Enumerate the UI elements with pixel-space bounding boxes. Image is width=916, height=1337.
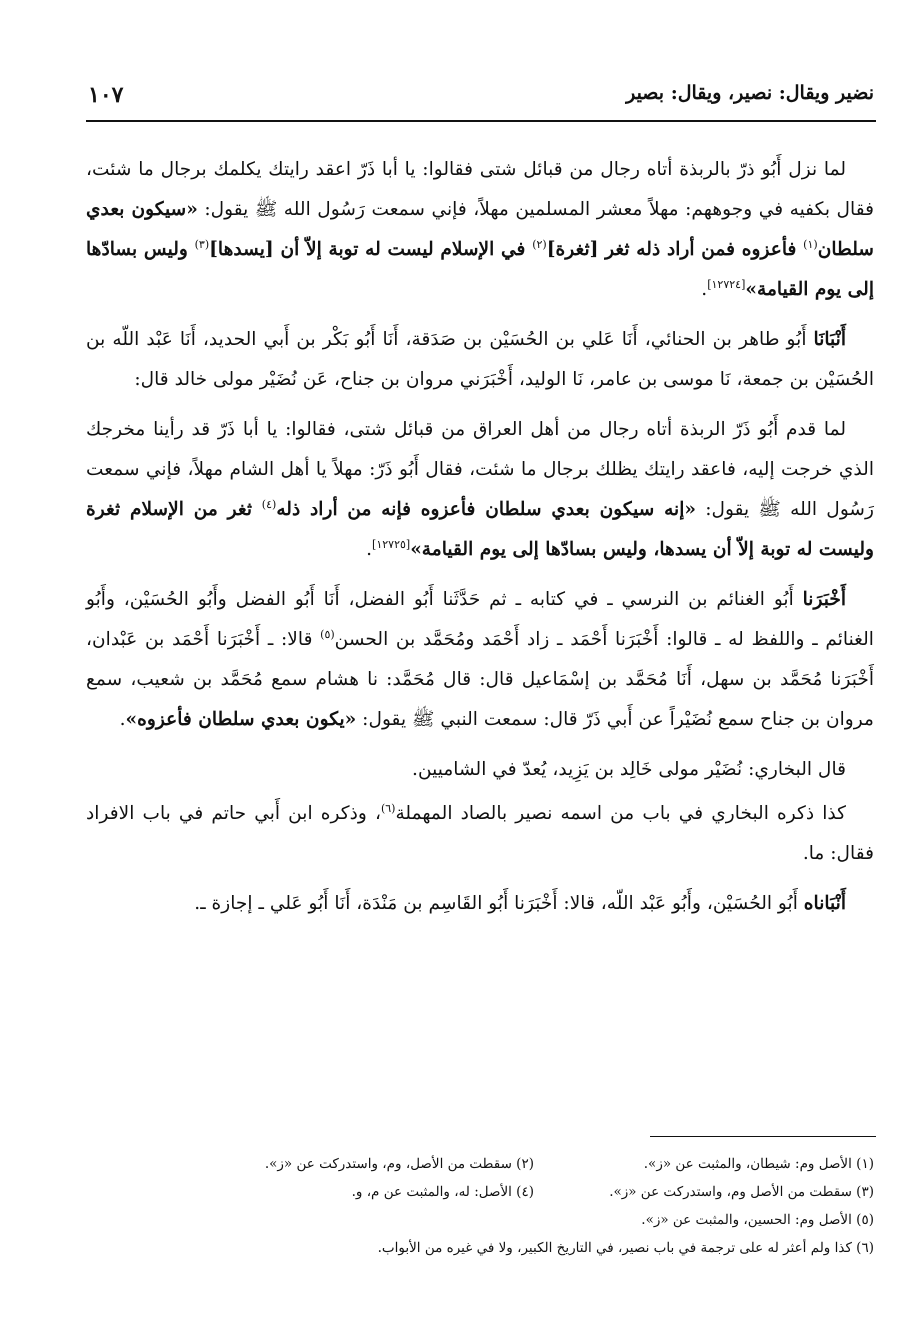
main-text [86, 150, 874, 934]
hadith-text: ثغر من الإسلام ثغرة وليست له توبة إلاّ أن يسدها، وليس بسادّها إلى يوم القيامة» [86, 499, 874, 560]
footnote-ref-3: (٣) [194, 237, 210, 251]
paragraph-3 [86, 410, 874, 570]
hadith-text: في الإسلام ليست له توبة إلاّ أن [يسدها] [209, 239, 533, 260]
text: لما نزل أَبُو ذرّ بالربذة أتاه رجال من قبائل شتى فقالوا: يا أبا ذَرّ اعقد رايتك يكلمك برجال ما شئت، فقال بكفيه في وجوههم: مهلاً معشر المسلمين مهلاً، فإني سمعت رَسُول الله ﷺ يقول: [86, 159, 874, 220]
footnote-row [110, 1150, 874, 1178]
footnote-1: (١) الأصل وم: شيطان، والمثبت عن «ز». [643, 1156, 874, 1172]
paragraph-1 [86, 150, 874, 310]
text: أَبُو الحُسَيْن، وأَبُو عَبْد اللّه، قالا: أَخْبَرَنا أَبُو القَاسِم بن مَنْدَة، أَنَا أَبُو عَلي ـ إجازة ـ. [194, 893, 804, 914]
paragraph-5 [86, 750, 874, 790]
isnad-keyword: أَنْبَاناه [803, 893, 846, 914]
footnote-separator [650, 1136, 876, 1137]
footnote-row [110, 1178, 874, 1206]
footnote-row [110, 1234, 874, 1262]
header-rule [86, 120, 876, 122]
paragraph-6 [86, 794, 874, 874]
footnotes [110, 1150, 874, 1262]
hadith-text: فأعزوه فمن أراد ذله ثغر [ثغرة] [546, 239, 804, 260]
paragraph-7 [86, 884, 874, 924]
footnote-row [110, 1206, 874, 1234]
page-header [88, 82, 874, 112]
hadith-text: وليس بسادّها إلى يوم القيامة» [86, 239, 874, 300]
text: . [701, 279, 708, 300]
running-head: نضير ويقال: نصير، ويقال: بصير [626, 82, 874, 104]
text: . [366, 539, 373, 560]
text: ، وذكره ابن أَبي حاتم في باب الافراد فقال: ما. [86, 803, 874, 864]
isnad-keyword: أَخْبَرَنا [802, 589, 846, 610]
isnad-keyword: أَنْبَانَا [813, 329, 846, 350]
footnote-2: (٢) سقطت من الأصل، وم، واستدركت عن «ز». [264, 1156, 534, 1172]
hadith-text: «إنه سيكون بعدي سلطان فأعزوه فإنه من أراد ذله [276, 499, 697, 520]
footnote-ref-6: (٦) [380, 801, 396, 815]
footnote-ref-4: (٤) [261, 497, 277, 511]
paragraph-4 [86, 580, 874, 740]
footnote-6: (٦) كذا ولم أعثر له على ترجمة في باب نصير، في التاريخ الكبير، ولا في غيره من الأبواب. [377, 1240, 874, 1256]
footnote-ref-2: (٢) [532, 237, 547, 251]
hadith-text: «يكون بعدي سلطان فأعزوه» [125, 709, 357, 730]
text: . [119, 709, 126, 730]
hadith-number: [١٢٧٢٤] [707, 277, 746, 291]
page-number: ١٠٧ [88, 82, 124, 108]
footnote-ref-5: (٥) [320, 627, 335, 641]
text: قال البخاري: نُضَيْر مولى خَالِد بن يَزِيد، يُعدّ في الشاميين. [412, 759, 846, 780]
text: قالا: ـ أَخْبَرَنا أَحْمَد بن عَبْدان، أَخْبَرَنا مُحَمَّد بن سهل، أَنَا مُحَمَّد بن إسْمَاعيل قال: قال مُحَمَّد: نا هشام سمع مُحَمَّد بن شعيب، سمع مروان بن جناح سمع نُضَيْراً عن أَبي ذَرّ قال: سمعت النبي ﷺ يقول: [86, 629, 874, 730]
text: أَبُو الغنائم بن النرسي ـ في كتابه ـ ثم حَدَّثَنا أَبُو الفضل، أَنَا أَبُو الفضل وأَبُو الحُسَيْن، وأَبُو الغنائم ـ واللفظ له ـ قالوا: أَخْبَرَنا أَحْمَد ـ زاد أَحْمَد ومُحَمَّد بن الحسن [86, 589, 874, 650]
footnote-ref-1: (١) [803, 237, 818, 251]
text: لما قدم أَبُو ذَرّ الربذة أتاه رجال من أهل العراق من قبائل شتى، فقالوا: يا أبا ذَرّ قد رأينا مخرجك الذي خرجت إليه، فاعقد رايتك يظلك برجال ما شئت، فقال أَبُو ذَرّ: مهلاً يا أهل الشام مهلاً، فإني سمعت رَسُول الله ﷺ يقول: [86, 419, 874, 520]
text: أَبُو طاهر بن الحنائي، أَنَا عَلي بن الحُسَيْن بن صَدَقة، أَنَا أَبُو بَكْر بن أَبي الحديد، أَنَا عَبْد اللّه بن الحُسَيْن بن جمعة، نَا موسى بن عامر، نَا الوليد، أَخْبَرَني مروان بن جناح، عَن نُضَيْر مولى خالد قال: [86, 329, 874, 390]
footnote-4: (٤) الأصل: له، والمثبت عن م، و. [351, 1184, 534, 1200]
footnote-3: (٣) سقطت من الأصل وم، واستدركت عن «ز». [609, 1184, 874, 1200]
paragraph-2 [86, 320, 874, 400]
footnote-5: (٥) الأصل وم: الحسين، والمثبت عن «ز». [641, 1212, 874, 1228]
text: كذا ذكره البخاري في باب من اسمه نصير بالصاد المهملة [395, 803, 846, 824]
hadith-text: «سيكون بعدي سلطان [86, 199, 874, 260]
hadith-number: [١٢٧٢٥] [372, 537, 411, 551]
